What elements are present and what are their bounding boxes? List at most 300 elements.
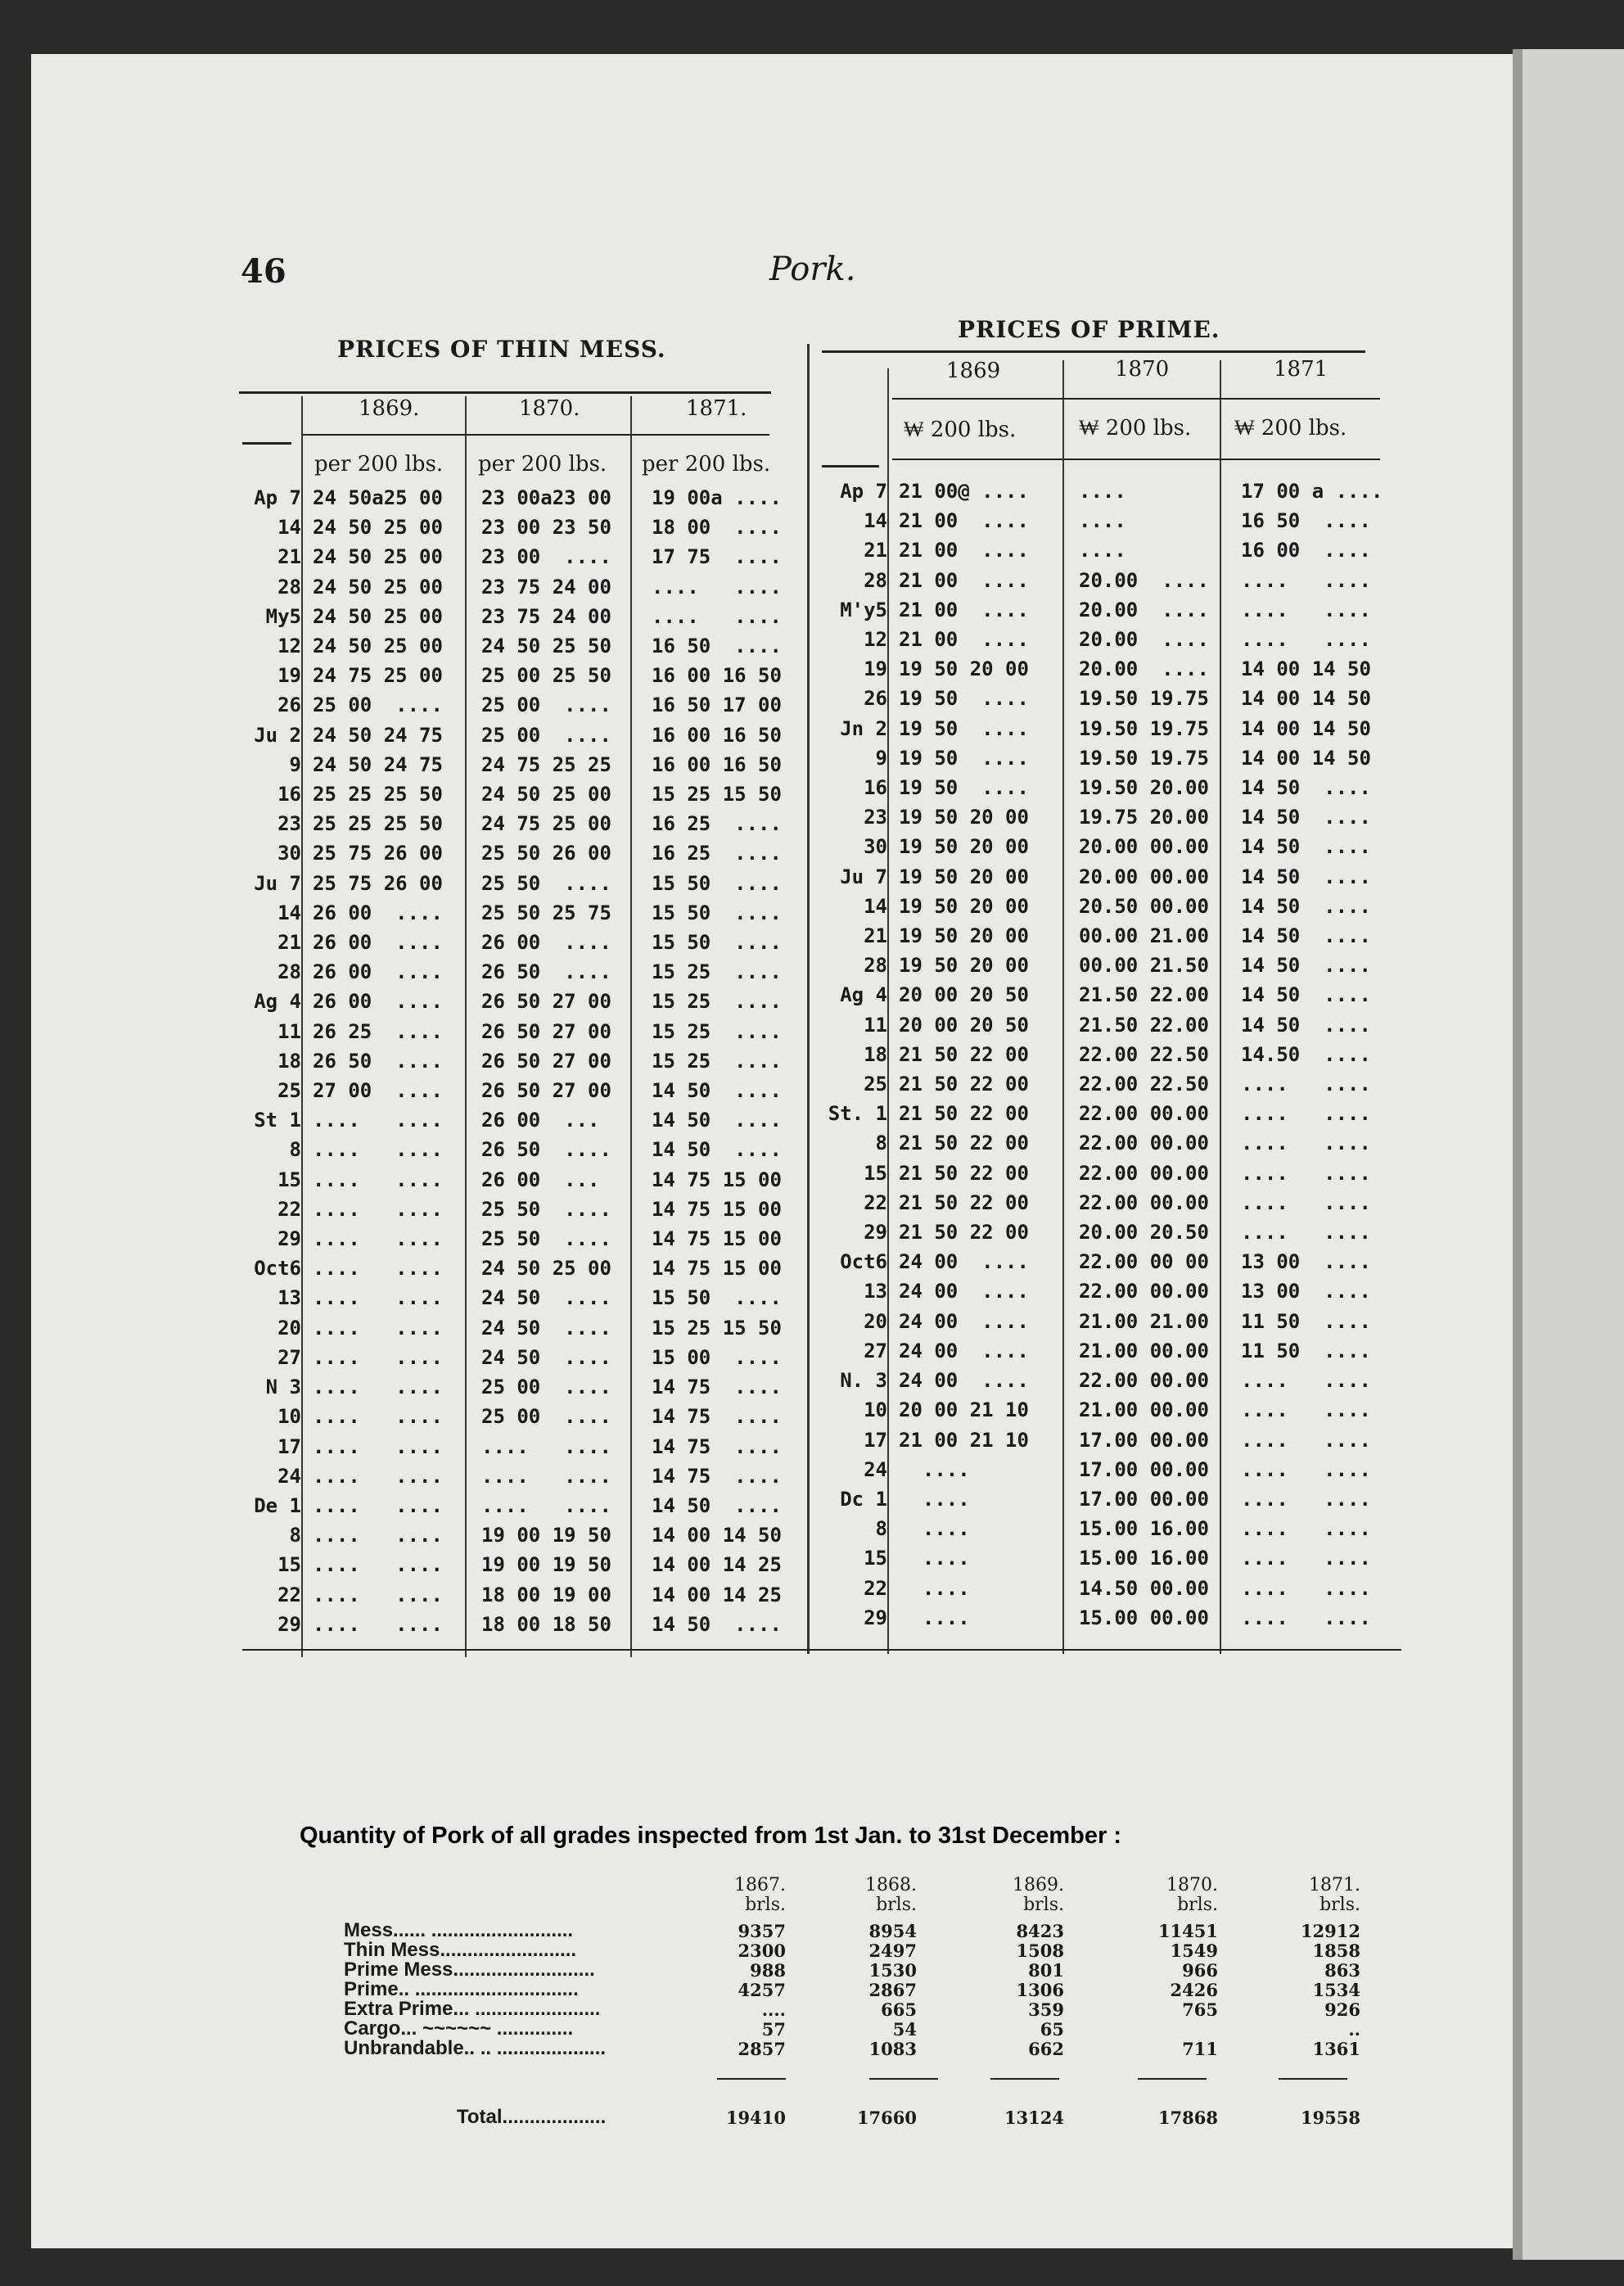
quantity-value: 1534: [1312, 1980, 1360, 2000]
price-cell: 15 25 15 50: [652, 1316, 782, 1340]
price-row: [236, 1254, 815, 1283]
price-cell: 23 75 24 00: [481, 575, 611, 599]
price-cell: 25 50 ....: [481, 1197, 611, 1221]
price-cell: 14 50 ....: [652, 1138, 782, 1162]
price-cell: 22.00 22.50: [1079, 1073, 1209, 1096]
date-cell: 20: [864, 1309, 887, 1333]
price-row: [812, 1010, 1405, 1040]
price-cell: 25 00 ....: [481, 723, 611, 747]
price-cell: .... ....: [313, 1227, 443, 1251]
price-cell: 25 50 26 00: [481, 842, 611, 865]
price-cell: 16 50 ....: [652, 635, 782, 658]
price-cell: 16 00 16 50: [652, 723, 782, 747]
price-row: [812, 566, 1405, 595]
price-cell: 14 50 ....: [1241, 776, 1371, 800]
price-cell: 21.50 22.00: [1079, 983, 1209, 1007]
price-cell: 26 50 27 00: [481, 990, 611, 1014]
price-row: [236, 513, 815, 542]
price-cell: 14 50 ....: [652, 1493, 782, 1517]
quantity-total-label: Total...................: [457, 2106, 607, 2128]
price-cell: ....: [899, 1606, 970, 1629]
price-cell: ....: [899, 1547, 970, 1570]
price-row: [236, 928, 815, 957]
price-cell: 21 00 ....: [899, 628, 1029, 652]
rule: [892, 459, 1380, 460]
price-cell: .... ....: [313, 1197, 443, 1221]
quantity-unit: brls.: [1320, 1895, 1360, 1915]
price-cell: 20.00 ....: [1079, 568, 1209, 592]
price-cell: 24 00 ....: [899, 1309, 1029, 1333]
prime-unit-1869: ₩ 200 lbs.: [904, 418, 1017, 442]
price-cell: .... ....: [313, 1316, 443, 1340]
quantity-value: 359: [1028, 1999, 1064, 2020]
price-cell: 25 00 ....: [481, 693, 611, 717]
price-cell: 24 50 ....: [481, 1316, 611, 1340]
price-cell: .... ....: [1241, 1161, 1371, 1185]
price-cell: .... ....: [313, 1524, 443, 1547]
date-cell: 17: [277, 1434, 301, 1458]
date-cell: 28: [277, 575, 301, 599]
price-cell: 19 50 ....: [899, 746, 1029, 770]
price-cell: 19 50 20 00: [899, 806, 1029, 829]
price-cell: ....: [1079, 539, 1126, 562]
price-cell: .... ....: [313, 1345, 443, 1369]
date-cell: 24: [864, 1457, 887, 1481]
price-cell: 26 00 ...: [481, 1168, 600, 1191]
price-row: [812, 1218, 1405, 1247]
date-cell: 14: [864, 894, 887, 918]
price-cell: 18 00 19 00: [481, 1583, 611, 1606]
price-cell: 21 00 ....: [899, 509, 1029, 533]
price-cell: 21.00 21.00: [1079, 1309, 1209, 1333]
price-cell: 21 00@ ....: [899, 480, 1029, 503]
price-row: [236, 779, 815, 809]
quantity-total: 17660: [856, 2108, 917, 2128]
price-cell: 20 00 20 50: [899, 983, 1029, 1007]
price-row: [236, 1283, 815, 1312]
total-rule: [869, 2078, 938, 2080]
price-cell: 26 25 ....: [313, 1019, 443, 1043]
quantity-value: 11451: [1157, 1921, 1218, 1941]
date-cell: 17: [864, 1428, 887, 1452]
price-cell: 13 00 ....: [1241, 1280, 1371, 1303]
quantity-row-label: Mess...... ..........................: [344, 1919, 574, 1941]
price-cell: 24 00 ....: [899, 1250, 1029, 1274]
price-row: [236, 1432, 815, 1462]
price-cell: 23 00 ....: [481, 545, 611, 569]
price-cell: 14 00 14 25: [652, 1583, 782, 1606]
price-cell: .... ....: [1241, 1457, 1371, 1481]
date-cell: 22: [277, 1583, 301, 1606]
quantity-year: 1871.: [1309, 1875, 1360, 1895]
price-row: [236, 721, 815, 750]
date-cell: 9: [875, 746, 887, 770]
price-cell: .... ....: [313, 1434, 443, 1458]
price-cell: 14 50 ....: [1241, 924, 1371, 948]
price-cell: .... ....: [1241, 1547, 1371, 1570]
price-cell: 14 50 ....: [1241, 806, 1371, 829]
price-cell: ....: [899, 1576, 970, 1600]
quantity-row-label: Extra Prime... .......................: [344, 1998, 601, 2020]
date-cell: St. 1: [828, 1102, 887, 1126]
date-cell: 21: [864, 539, 887, 562]
quantity-value: 1858: [1312, 1940, 1360, 1961]
prime-year-1870: 1870: [1115, 357, 1170, 382]
price-row: [236, 987, 815, 1016]
price-cell: 14 75 ....: [652, 1464, 782, 1488]
quantity-value: 8423: [1016, 1921, 1064, 1941]
price-cell: 24 00 ....: [899, 1280, 1029, 1303]
date-cell: 16: [277, 783, 301, 806]
date-cell: 26: [864, 687, 887, 711]
price-cell: 25 25 25 50: [313, 783, 443, 806]
quantity-value: 1549: [1170, 1940, 1218, 1961]
price-cell: 24 50a25 00: [313, 486, 443, 509]
quantity-title: Quantity of Pork of all grades inspected from 1st Jan. to 31st December :: [300, 1823, 1121, 1849]
date-cell: Jn 2: [840, 716, 887, 740]
price-cell: 19 00 19 50: [481, 1524, 611, 1547]
price-cell: 14 00 14 50: [1241, 657, 1371, 681]
date-cell: Ap 7: [840, 480, 887, 503]
thin-mess-table: [236, 483, 815, 1639]
price-cell: 15.00 16.00: [1079, 1517, 1209, 1541]
price-cell: 15.00 00.00: [1079, 1606, 1209, 1629]
date-cell: 13: [277, 1286, 301, 1310]
price-cell: 22.00 00.00: [1079, 1190, 1209, 1214]
price-row: [812, 1276, 1405, 1306]
date-cell: 28: [864, 568, 887, 592]
quantity-value: 57: [761, 2019, 786, 2040]
price-cell: 20.00 00.00: [1079, 835, 1209, 859]
price-cell: 16 00 16 50: [652, 752, 782, 776]
date-cell: 24: [277, 1464, 301, 1488]
price-cell: .... ....: [1241, 1221, 1371, 1245]
price-cell: 21.00 00.00: [1079, 1339, 1209, 1362]
price-row: [812, 714, 1405, 743]
price-row: [812, 1247, 1405, 1276]
section-divider: [807, 344, 810, 1654]
date-cell: 23: [864, 806, 887, 829]
thin-mess-title: PRICES OF THIN MESS.: [337, 336, 666, 363]
price-cell: 19 00a ....: [652, 486, 782, 509]
date-cell: 14: [277, 901, 301, 924]
price-row: [812, 921, 1405, 951]
date-cell: 18: [277, 1049, 301, 1073]
price-cell: 14 50 ....: [652, 1612, 782, 1636]
price-cell: 20.00 00.00: [1079, 865, 1209, 888]
date-cell: Ag 4: [254, 990, 301, 1014]
price-row: [812, 1159, 1405, 1188]
price-cell: 19.50 19.75: [1079, 716, 1209, 740]
price-row: [236, 869, 815, 898]
rule: [242, 442, 291, 445]
price-cell: 16 25 ....: [652, 842, 782, 865]
price-cell: .... ....: [1241, 1369, 1371, 1393]
price-cell: .... ....: [652, 575, 782, 599]
price-cell: .... ....: [1241, 598, 1371, 621]
quantity-total: 19410: [725, 2108, 786, 2128]
date-cell: 21: [864, 924, 887, 948]
price-cell: 19.50 19.75: [1079, 746, 1209, 770]
quantity-unit: brls.: [1177, 1895, 1218, 1915]
date-cell: 25: [277, 1079, 301, 1103]
total-rule: [717, 2078, 786, 2080]
price-cell: ....: [899, 1457, 970, 1481]
price-row: [236, 483, 815, 513]
price-row: [812, 832, 1405, 861]
price-cell: .... ....: [313, 1257, 443, 1281]
thin-mess-year-1870: 1870.: [519, 396, 580, 421]
price-cell: 14 00 14 50: [1241, 716, 1371, 740]
quantity-unit: brls.: [876, 1895, 917, 1915]
price-cell: 25 00 ....: [313, 693, 443, 717]
rule: [822, 465, 879, 468]
quantity-value: ..: [1348, 2019, 1360, 2040]
price-row: [812, 1543, 1405, 1573]
price-cell: 24 50 25 00: [313, 516, 443, 540]
price-cell: .... ....: [313, 1493, 443, 1517]
price-cell: 23 00a23 00: [481, 486, 611, 509]
date-cell: 15: [864, 1547, 887, 1570]
date-cell: Ap 7: [254, 486, 301, 509]
price-cell: 19 50 20 00: [899, 657, 1029, 681]
price-row: [236, 1046, 815, 1076]
price-cell: 26 50 ....: [481, 960, 611, 984]
date-cell: Ju 7: [840, 865, 887, 888]
price-cell: 14 50 ....: [652, 1079, 782, 1103]
price-cell: 14 00 14 25: [652, 1553, 782, 1577]
price-cell: 21 50 22 00: [899, 1102, 1029, 1126]
date-cell: 21: [277, 931, 301, 955]
date-cell: De 1: [254, 1493, 301, 1517]
quantity-value: 1361: [1312, 2039, 1360, 2059]
thin-mess-unit-1871: per 200 lbs.: [642, 452, 771, 477]
price-row: [236, 602, 815, 631]
price-cell: 24 50 ....: [481, 1286, 611, 1310]
prime-unit-1870: ₩ 200 lbs.: [1079, 416, 1192, 440]
price-cell: 26 50 27 00: [481, 1079, 611, 1103]
price-row: [812, 892, 1405, 921]
price-cell: 24 50 25 00: [313, 545, 443, 569]
price-row: [812, 1188, 1405, 1218]
price-cell: 22.00 00.00: [1079, 1132, 1209, 1155]
quantity-value: 12912: [1300, 1921, 1360, 1941]
price-cell: 16 25 ....: [652, 812, 782, 836]
date-cell: 22: [864, 1576, 887, 1600]
price-cell: 16 00 16 50: [652, 664, 782, 688]
price-cell: 21 50 22 00: [899, 1132, 1029, 1155]
price-row: [236, 898, 815, 928]
price-cell: 14.50 ....: [1241, 1042, 1371, 1066]
price-cell: 15 50 ....: [652, 931, 782, 955]
price-row: [812, 1040, 1405, 1069]
price-cell: 16 50 ....: [1241, 509, 1371, 533]
rule: [892, 398, 1380, 400]
quantity-value: 988: [750, 1960, 786, 1981]
date-cell: 10: [864, 1398, 887, 1422]
price-row: [236, 1462, 815, 1491]
date-cell: 22: [864, 1190, 887, 1214]
quantity-total: 17868: [1157, 2108, 1218, 2128]
price-row: [812, 684, 1405, 713]
quantity-value: 2497: [868, 1940, 917, 1961]
quantity-row-label: Prime.. ..............................: [344, 1978, 579, 2000]
price-cell: 17 00 a ....: [1241, 480, 1383, 503]
price-cell: 24 50 25 00: [481, 1257, 611, 1281]
date-cell: 13: [864, 1280, 887, 1303]
quantity-value: 2857: [738, 2039, 786, 2059]
price-cell: 15 50 ....: [652, 901, 782, 924]
date-cell: Ju 2: [254, 723, 301, 747]
quantity-row-label: Thin Mess.........................: [344, 1939, 577, 1961]
date-cell: Ju 7: [254, 871, 301, 895]
price-cell: .... ....: [1241, 1517, 1371, 1541]
quantity-year: 1869.: [1013, 1875, 1064, 1895]
quantity-value: 4257: [738, 1980, 786, 2000]
quantity-value: 863: [1324, 1960, 1360, 1981]
date-cell: 30: [277, 842, 301, 865]
price-cell: 14 50 ....: [1241, 983, 1371, 1007]
price-cell: 20.00 20.50: [1079, 1221, 1209, 1245]
rule: [239, 391, 771, 394]
date-cell: Dc 1: [840, 1487, 887, 1511]
price-cell: 14 00 14 50: [1241, 746, 1371, 770]
price-cell: 21 50 22 00: [899, 1190, 1029, 1214]
date-cell: 19: [277, 664, 301, 688]
date-cell: 10: [277, 1405, 301, 1429]
prime-table: [812, 477, 1405, 1633]
rule: [303, 434, 769, 436]
date-cell: 30: [864, 835, 887, 859]
price-row: [236, 1402, 815, 1431]
price-cell: 19 00 19 50: [481, 1553, 611, 1577]
price-cell: 25 00 ....: [481, 1405, 611, 1429]
price-row: [236, 1580, 815, 1610]
price-row: [812, 1425, 1405, 1455]
date-cell: 15: [864, 1161, 887, 1185]
price-row: [236, 1224, 815, 1254]
price-cell: 26 50 ....: [481, 1138, 611, 1162]
price-cell: ....: [1079, 480, 1126, 503]
price-cell: .... ....: [313, 1138, 443, 1162]
price-cell: .... ....: [1241, 1398, 1371, 1422]
price-row: [812, 773, 1405, 802]
quantity-year: 1870.: [1166, 1875, 1218, 1895]
quantity-value: 1083: [868, 2039, 917, 2059]
price-cell: 14 50 ....: [1241, 954, 1371, 978]
price-cell: 24 00 ....: [899, 1339, 1029, 1362]
quantity-value: 65: [1040, 2019, 1064, 2040]
price-cell: 11 50 ....: [1241, 1309, 1371, 1333]
date-cell: 26: [277, 693, 301, 717]
price-row: [236, 1610, 815, 1639]
date-cell: 27: [277, 1345, 301, 1369]
price-cell: 20.00 ....: [1079, 657, 1209, 681]
price-cell: 22.00 00 00: [1079, 1250, 1209, 1274]
price-row: [236, 1313, 815, 1343]
price-cell: 19 50 20 00: [899, 894, 1029, 918]
date-cell: My5: [265, 604, 301, 628]
price-cell: 21 50 22 00: [899, 1042, 1029, 1066]
price-cell: 20 00 20 50: [899, 1013, 1029, 1037]
price-cell: .... ....: [313, 1583, 443, 1606]
price-cell: 16 00 ....: [1241, 539, 1371, 562]
price-cell: 24 75 25 00: [313, 664, 443, 688]
price-cell: 22.00 00.00: [1079, 1280, 1209, 1303]
price-cell: 25 50 25 75: [481, 901, 611, 924]
price-cell: .... ....: [313, 1168, 443, 1191]
rule: [822, 350, 1365, 353]
price-row: [812, 1307, 1405, 1336]
price-cell: 24 50 25 00: [313, 575, 443, 599]
price-row: [812, 625, 1405, 654]
quantity-value: 765: [1182, 1999, 1218, 2020]
price-cell: 26 00 ....: [481, 931, 611, 955]
date-cell: 15: [277, 1553, 301, 1577]
quantity-value: 8954: [868, 1921, 917, 1941]
date-cell: 27: [864, 1339, 887, 1362]
price-row: [812, 1099, 1405, 1128]
price-row: [812, 802, 1405, 832]
price-cell: .... ....: [481, 1464, 611, 1488]
price-row: [236, 1017, 815, 1046]
price-row: [236, 1105, 815, 1135]
quantity-value: 1508: [1016, 1940, 1064, 1961]
price-row: [236, 1372, 815, 1402]
price-cell: .... ....: [1241, 1606, 1371, 1629]
price-cell: .... ....: [1241, 1487, 1371, 1511]
date-cell: N. 3: [840, 1369, 887, 1393]
price-cell: 15.00 16.00: [1079, 1547, 1209, 1570]
price-cell: 26 00 ....: [313, 960, 443, 984]
table-bottom-rule: [242, 1649, 1401, 1651]
date-cell: 14: [277, 516, 301, 540]
quantity-value: 662: [1028, 2039, 1064, 2059]
date-cell: 25: [864, 1073, 887, 1096]
price-cell: 21 00 ....: [899, 539, 1029, 562]
price-row: [812, 1455, 1405, 1484]
price-cell: 23 75 24 00: [481, 604, 611, 628]
price-cell: 14 75 15 00: [652, 1168, 782, 1191]
price-row: [812, 743, 1405, 773]
price-cell: ....: [899, 1487, 970, 1511]
price-cell: 18 00 ....: [652, 516, 782, 540]
price-cell: .... ....: [313, 1553, 443, 1577]
date-cell: M'y5: [840, 598, 887, 621]
price-cell: 14.50 00.00: [1079, 1576, 1209, 1600]
date-cell: 15: [277, 1168, 301, 1191]
price-row: [812, 506, 1405, 535]
date-cell: 14: [864, 509, 887, 533]
quantity-value: ....: [761, 1999, 786, 2020]
price-cell: 26 50 ....: [313, 1049, 443, 1073]
price-cell: .... ....: [1241, 628, 1371, 652]
price-cell: .... ....: [1241, 1576, 1371, 1600]
price-cell: 14 75 ....: [652, 1434, 782, 1458]
quantity-row-label: Prime Mess..........................: [344, 1958, 595, 1981]
date-cell: 21: [277, 545, 301, 569]
price-row: [812, 1484, 1405, 1514]
prime-title: PRICES OF PRIME.: [958, 316, 1220, 343]
price-cell: 24 00 ....: [899, 1369, 1029, 1393]
price-cell: 24 50 25 00: [313, 604, 443, 628]
quantity-year: 1868.: [865, 1875, 917, 1895]
date-cell: 8: [875, 1132, 887, 1155]
price-cell: 25 00 25 50: [481, 664, 611, 688]
quantity-value: 2867: [868, 1980, 917, 2000]
date-cell: 29: [277, 1227, 301, 1251]
page-number: 46: [241, 252, 286, 291]
